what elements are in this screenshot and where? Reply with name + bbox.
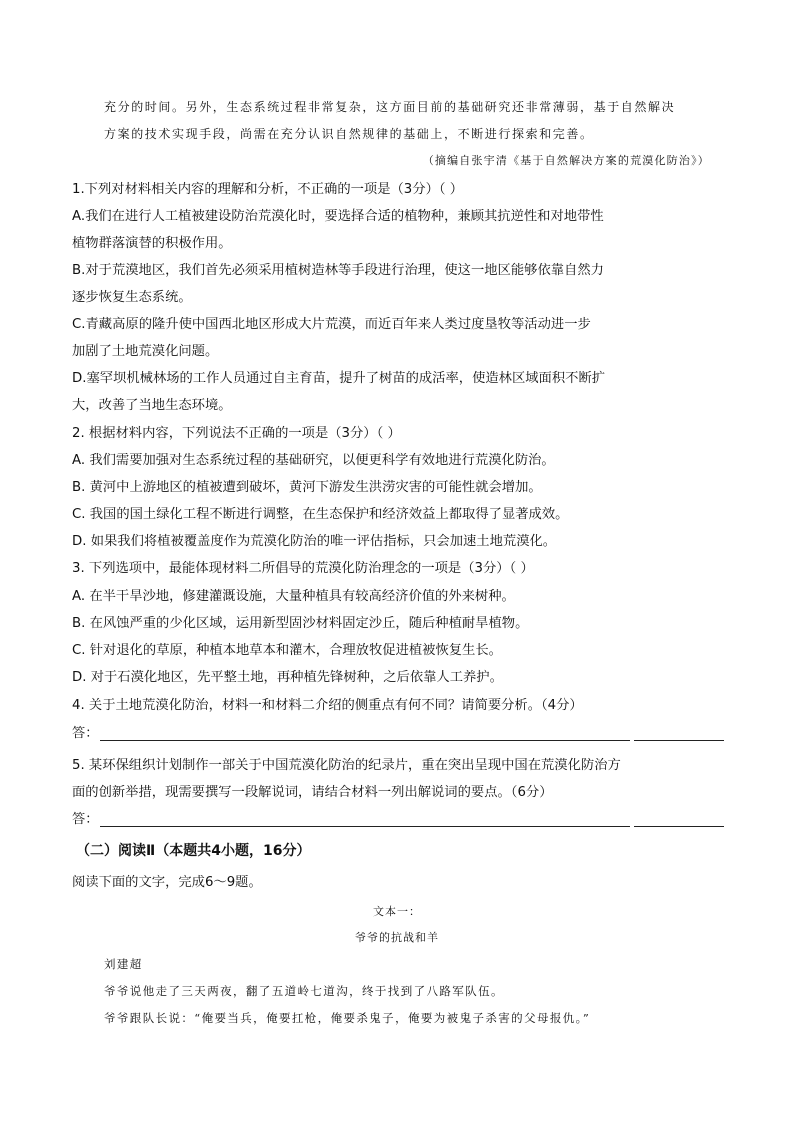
q5-answer-line-end[interactable] [634,826,724,827]
q1-option-b-line-2: 逐步恢复生态系统。 [72,290,192,305]
section-heading: （二）阅读Ⅱ（本题共4小题，16分） [76,843,311,859]
q3-option-c: C. 针对退化的草原，种植本地草本和灌木，合理放牧促进植被恢复生长。 [72,643,502,658]
q2-stem: 2. 根据材料内容，下列说法不正确的一项是（3分）（ ） [72,426,401,441]
q4-answer-line-end[interactable] [634,740,724,741]
q1-option-d-line-1: D.塞罕坝机械林场的工作人员通过自主育苗，提升了树苗的成活率，使造林区域面积不断扩 [72,371,606,386]
q5-answer-line[interactable] [100,826,630,827]
q1-option-c-line-2: 加剧了土地荒漠化问题。 [72,344,219,359]
text1-author: 刘建超 [104,957,143,971]
q3-option-b: B. 在风蚀严重的少化区域，运用新型固沙材料固定沙丘，随后种植耐旱植物。 [72,616,529,631]
q1-option-b-line-1: B.对于荒漠地区，我们首先必须采用植树造林等手段进行治理，使这一地区能够依靠自然力 [72,263,604,278]
q1-option-a-line-1: A.我们在进行人工植被建设防治荒漠化时，要选择合适的植物种，兼顾其抗逆性和对地带性 [72,209,604,224]
section-instruction: 阅读下面的文字，完成6～9题。 [72,875,262,890]
q4-answer-label: 答： [72,726,99,741]
excerpt-line-1: 充分的时间。另外，生态系统过程非常复杂，这方面目前的基础研究还非常薄弱，基于自然解决 [104,100,676,114]
text1-label: 文本一： [373,905,421,918]
q3-option-d: D. 对于石漠化地区，先平整土地，再种植先锋树种，之后依靠人工养护。 [72,670,503,685]
q4-answer-line[interactable] [100,740,630,741]
excerpt-source: （摘编自张宇清《基于自然解决方案的荒漠化防治》） [422,154,710,167]
q5-stem-line-1: 5. 某环保组织计划制作一部关于中国荒漠化防治的纪录片，重在突出呈现中国在荒漠化防治方 [72,758,621,773]
text1-paragraph-2: 爷爷跟队长说：“俺要当兵，俺要扛枪，俺要杀鬼子，俺要为被鬼子杀害的父母报仇。” [104,1011,591,1025]
q4-stem: 4. 关于土地荒漠化防治，材料一和材料二介绍的侧重点有何不同？请简要分析。（4分） [72,698,583,713]
q5-answer-area[interactable] [72,808,724,830]
q2-option-a: A. 我们需要加强对生态系统过程的基础研究，以便更科学有效地进行荒漠化防治。 [72,453,555,468]
q1-option-c-line-1: C.青藏高原的隆升使中国西北地区形成大片荒漠，而近百年来人类过度垦牧等活动进一步 [72,317,591,332]
text1-paragraph-1: 爷爷说他走了三天两夜，翻了五道岭七道沟，终于找到了八路军队伍。 [104,984,504,998]
q1-stem: 1.下列对材料相关内容的理解和分析，不正确的一项是（3分）（ ） [72,182,464,197]
q2-option-d: D. 如果我们将植被覆盖度作为荒漠化防治的唯一评估指标，只会加速土地荒漠化。 [72,534,557,549]
q2-option-c: C. 我国的国土绿化工程不断进行调整，在生态保护和经济效益上都取得了显著成效。 [72,507,569,522]
q4-answer-area[interactable] [72,722,724,744]
q5-stem-line-2: 面的创新举措，现需要撰写一段解说词，请结合材料一列出解说词的要点。（6分） [72,785,553,800]
q3-stem: 3. 下列选项中，最能体现材料二所倡导的荒漠化防治理念的一项是（3分）（ ） [72,561,534,576]
q1-option-a-line-2: 植物群落演替的积极作用。 [72,236,232,251]
excerpt-line-2: 方案的技术实现手段，尚需在充分认识自然规律的基础上，不断进行探索和完善。 [104,127,594,141]
q2-option-b: B. 黄河中上游地区的植被遭到破坏，黄河下游发生洪涝灾害的可能性就会增加。 [72,480,542,495]
q5-answer-label: 答： [72,812,99,827]
q1-option-d-line-2: 大，改善了当地生态环境。 [72,398,232,413]
text1-title: 爷爷的抗战和羊 [355,931,439,944]
q3-option-a: A. 在半干旱沙地，修建灌溉设施，大量种植具有较高经济价值的外来树种。 [72,589,515,604]
